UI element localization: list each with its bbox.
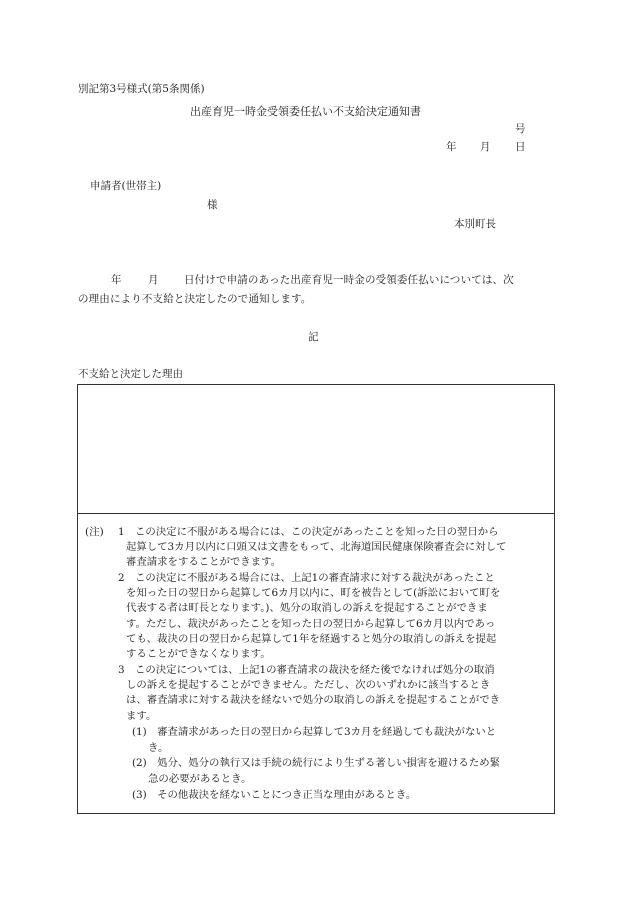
note-line: 1 この決定に不服がある場合には、この決定があったことを知った日の翌日から <box>118 526 499 538</box>
body-month: 月 <box>148 274 159 286</box>
note-line: を知った日の翌日から起算して6カ月以内に、町を被告として(訴訟において町を <box>126 587 501 599</box>
ki-label: 記 <box>308 331 319 343</box>
note-line: することができなくなります。 <box>126 648 271 660</box>
note-line: (1) 審査請求があった日の翌日から起算して3カ月を経過しても裁決がないと <box>132 726 497 738</box>
date-year-label: 年 <box>446 141 457 153</box>
body-line-1: 日付けで申請のあった出産育児一時金の受領委任払いについては、次 <box>184 274 514 286</box>
applicant-label: 申請者(世帯主) <box>90 180 162 192</box>
form-label: 別記第3号様式(第5条関係) <box>78 83 205 95</box>
date-day-label: 日 <box>515 141 526 153</box>
note-line: き。 <box>148 742 169 754</box>
note-line: は、審査請求に対する裁決を経ないで処分の取消しの訴えを提起することができ <box>126 694 501 706</box>
page-title: 出産育児一時金受領委任払い不支給決定通知書 <box>190 105 421 118</box>
body-year: 年 <box>111 274 122 286</box>
note-line: 代表する者は町長となります。)、処分の取消しの訴えを提起することができま <box>126 602 488 614</box>
note-line: 起算して3カ月以内に口頭又は文書をもって、北海道国民健康保険審査会に対して <box>126 541 507 553</box>
note-line: す。ただし、裁決があったことを知った日の翌日から起算して6カ月以内であっ <box>126 618 496 630</box>
number-label: 号 <box>515 123 526 135</box>
reason-box[interactable] <box>77 384 555 514</box>
date-month-label: 月 <box>480 141 491 153</box>
note-line: 審査請求をすることができます。 <box>126 556 282 568</box>
note-line: ます。 <box>126 710 157 722</box>
notes-prefix: (注) <box>85 526 104 538</box>
note-line: しの訴えを提起することができません。ただし、次のいずれかに該当するとき <box>126 679 491 691</box>
note-line: ても、裁決の日の翌日から起算して1年を経過すると処分の取消しの訴えを提起 <box>126 633 497 645</box>
note-line: 3 この決定については、上記1の審査請求の裁決を経た後でなければ処分の取消 <box>118 664 495 676</box>
note-line: (3) その他裁決を経ないことにつき正当な理由があるとき。 <box>132 789 417 801</box>
note-line: 急の必要があるとき。 <box>148 773 252 785</box>
sender-name: 本別町長 <box>454 218 496 230</box>
note-line: (2) 処分、処分の執行又は手続の続行により生ずる著しい損害を避けるため緊 <box>132 757 500 769</box>
honorific: 様 <box>207 199 218 211</box>
reason-label: 不支給と決定した理由 <box>78 368 183 380</box>
body-line-2: の理由により不支給と決定したので通知します。 <box>78 293 312 305</box>
note-line: 2 この決定に不服がある場合には、上記1の審査請求に対する裁決があったこと <box>118 572 495 584</box>
